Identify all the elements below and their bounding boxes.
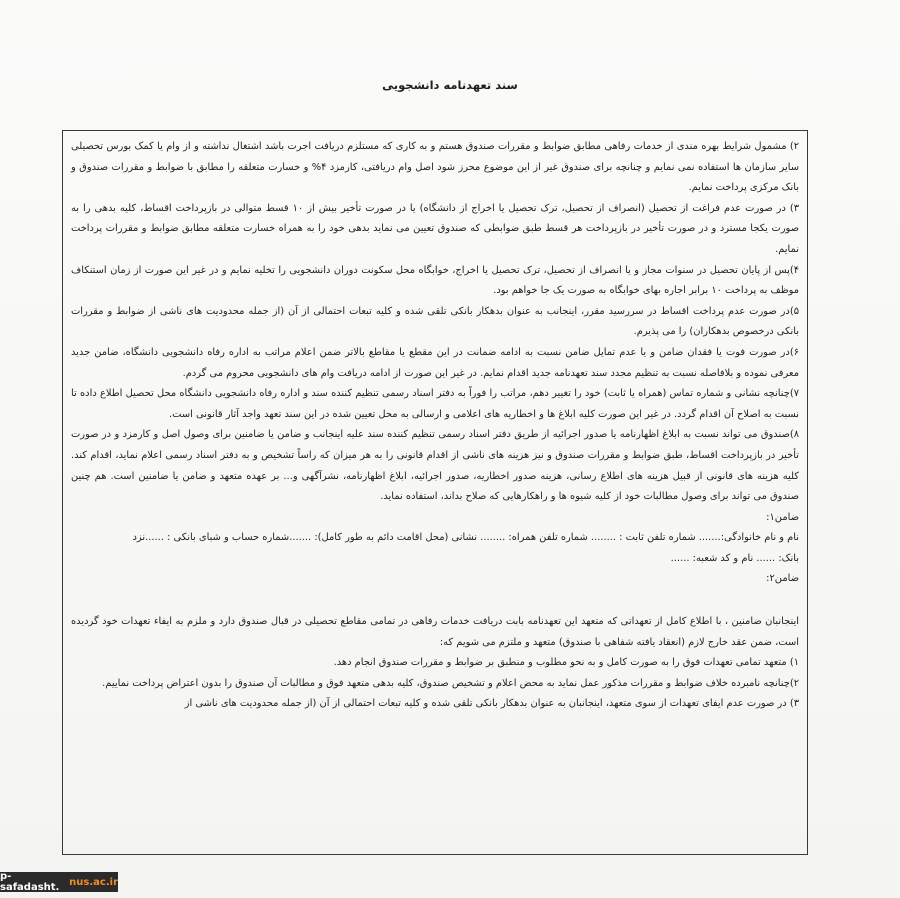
guarantors-item-2: ۲)چنانچه نامبرده خلاف ضوابط و مقررات مذکور عمل نماید به محض اعلام و تشخیص صندوق، کلیه بدهی متعهد فوق و مطالبات آن صندوق را بدون اعتراض پرداخت نماییم. bbox=[102, 677, 799, 689]
commitment-frame bbox=[62, 130, 808, 855]
clause-2: ۲) مشمول شرایط بهره مندی از خدمات رفاهی مطابق ضوابط و مقررات صندوق هستم و به کاری که مستلزم دریافت اجرت باشد اشتغال نداشته و از وام یا کمک بورس تحصیلی سایر سازمان ها استفاده نمی نمایم و چنانچه برای صندوق غیر از این موضوع محرز شود اصل وام دریافتی، کارمزد ۴% و خسارت متعلقه را مطابق با ضوابط و مقررات صندوق و بانک مرکزی پرداخت نمایم. bbox=[71, 141, 799, 194]
guarantor1-heading: ضامن۱: bbox=[766, 511, 799, 523]
guarantor1-details: نام و نام خانوادگی:....... شماره تلفن ثابت : ........ شماره تلفن همراه: ........ نشانی (محل اقامت دائم به طور کامل): .......شماره حساب و شبای بانکی : ......نزد bbox=[132, 532, 799, 544]
guarantor1-bank: بانک: ...... نام و کد شعبه: ...... bbox=[670, 552, 799, 564]
document-title: سند تعهدنامه دانشجویی bbox=[382, 78, 518, 92]
clause-7: ۷)چنانچه نشانی و شماره تماس (همراه یا ثابت) خود را تغییر دهم، مراتب را فوراً به دفتر اسناد رسمی تنظیم کننده سند و اداره رفاه دانشجویی دانشگاه محل تحصیل اطلاع داده تا نسبت به اصلاح آن اقدام گردد. در غیر این صورت کلیه ابلاغ ها و اخطاریه های اعلامی و ارسالی به محل تعیین شده در این سند تعهد واجد آثار قانونی است. bbox=[71, 388, 799, 420]
spacer bbox=[71, 590, 799, 612]
clause-4: ۴)پس از پایان تحصیل در سنوات مجاز و یا انصراف از تحصیل، ترک تحصیل یا اخراج، خوابگاه محل سکونت دوران دانشجویی را تخلیه نمایم و در غیر این صورت از زمان استنکاف موظف به پرداخت ۱۰ برابر اجاره بهای خوابگاه به صورت یک جا خواهم بود. bbox=[71, 264, 799, 297]
clause-8: ۸)صندوق می تواند نسبت به ابلاغ اظهارنامه یا صدور اجرائیه از طریق دفتر اسناد رسمی تنظیم کننده سند علیه اینجانب و ضامن یا ضامنین برای وصول اصل و کارمزد و در صورت تأخیر در بازپرداخت اقساط، طبق ضوابط و مقررات صندوق و نیز هزینه های ناشی از اقدام قانونی را به هر میزان که راساً تشخیص و به دفتر اسناد رسمی اعلام نماید، اقدام کند. کلیه هزینه های قانونی از قبیل هزینه های اطلاع رسانی، هزینه صدور اخطاریه، صدور اجرائیه، ابلاغ اظهارنامه، نشرآگهی و... بر عهده متعهد و ضامن یا ضامنین است. هم چنین صندوق می تواند برای وصول مطالبات خود از کلیه شیوه ها و راهکارهایی که صلاح بداند، استفاده نماید. bbox=[71, 429, 799, 503]
site-watermark bbox=[0, 872, 118, 892]
clause-6: ۶)در صورت فوت یا فقدان ضامن و یا عدم تمایل ضامن نسبت به ادامه ضمانت در این مقطع یا مقاطع بالاتر ضمن اعلام مراتب به اداره رفاه دانشجویی دانشگاه، ضامن جدید معرفی نموده و بلافاصله نسبت به تنظیم مجدد سند تعهدنامه جدید اقدام نمایم. در غیر این صورت از ادامه دریافت وام های دانشجویی محروم می گردم. bbox=[71, 346, 799, 379]
guarantors-item-3: ۳) در صورت عدم ایفای تعهدات از سوی متعهد، اینجانبان به عنوان بدهکار بانکی تلقی شده و کلیه تبعات احتمالی از آن (از جمله محدودیت های ناشی از bbox=[184, 698, 799, 710]
guarantor2-heading: ضامن۲: bbox=[766, 573, 799, 585]
guarantors-item-1: ۱) متعهد تمامی تعهدات فوق را به صورت کامل و به نحو مطلوب و منطبق بر ضوابط و مقررات صندوق انجام دهد. bbox=[333, 657, 799, 669]
watermark-domain: nus.ac.ir bbox=[69, 876, 118, 888]
watermark-prefix: p-safadasht. bbox=[0, 871, 60, 893]
clause-3: ۳) در صورت عدم فراغت از تحصیل (انصراف از تحصیل، ترک تحصیل یا اخراج از دانشگاه) یا در صورت تأخیر بیش از ۱۰ قسط متوالی در بازپرداخت اقساط، کلیه بدهی را به صورت یکجا مسترد و در صورت تأخیر در بازپرداخت هر قسط طبق ضوابطی که صندوق تعیین می نماید بدهی خود را به همراه خسارت متعلقه مطابق ضوابط و مقررات پرداخت نمایم. bbox=[71, 202, 799, 255]
clause-5: ۵)در صورت عدم پرداخت اقساط در سررسید مقرر، اینجانب به عنوان بدهکار بانکی تلقی شده و کلیه تبعات احتمالی از آن (از جمله محدودیت های ناشی از ضوابط و مقررات بانکی درخصوص بدهکاران) را می پذیرم. bbox=[71, 305, 799, 338]
guarantors-intro: اینجانبان ضامنین ، با اطلاع کامل از تعهداتی که متعهد این تعهدنامه بابت دریافت خدمات رفاهی در تمامی مقاطع تحصیلی در قبال صندوق دارد و ملزم به ایفاء تعهدات خود گردیده است، ضمن عقد خارج لازم (انعقاد یافته شفاهی با صندوق) متعهد و ملتزم می شویم که: bbox=[71, 616, 799, 648]
